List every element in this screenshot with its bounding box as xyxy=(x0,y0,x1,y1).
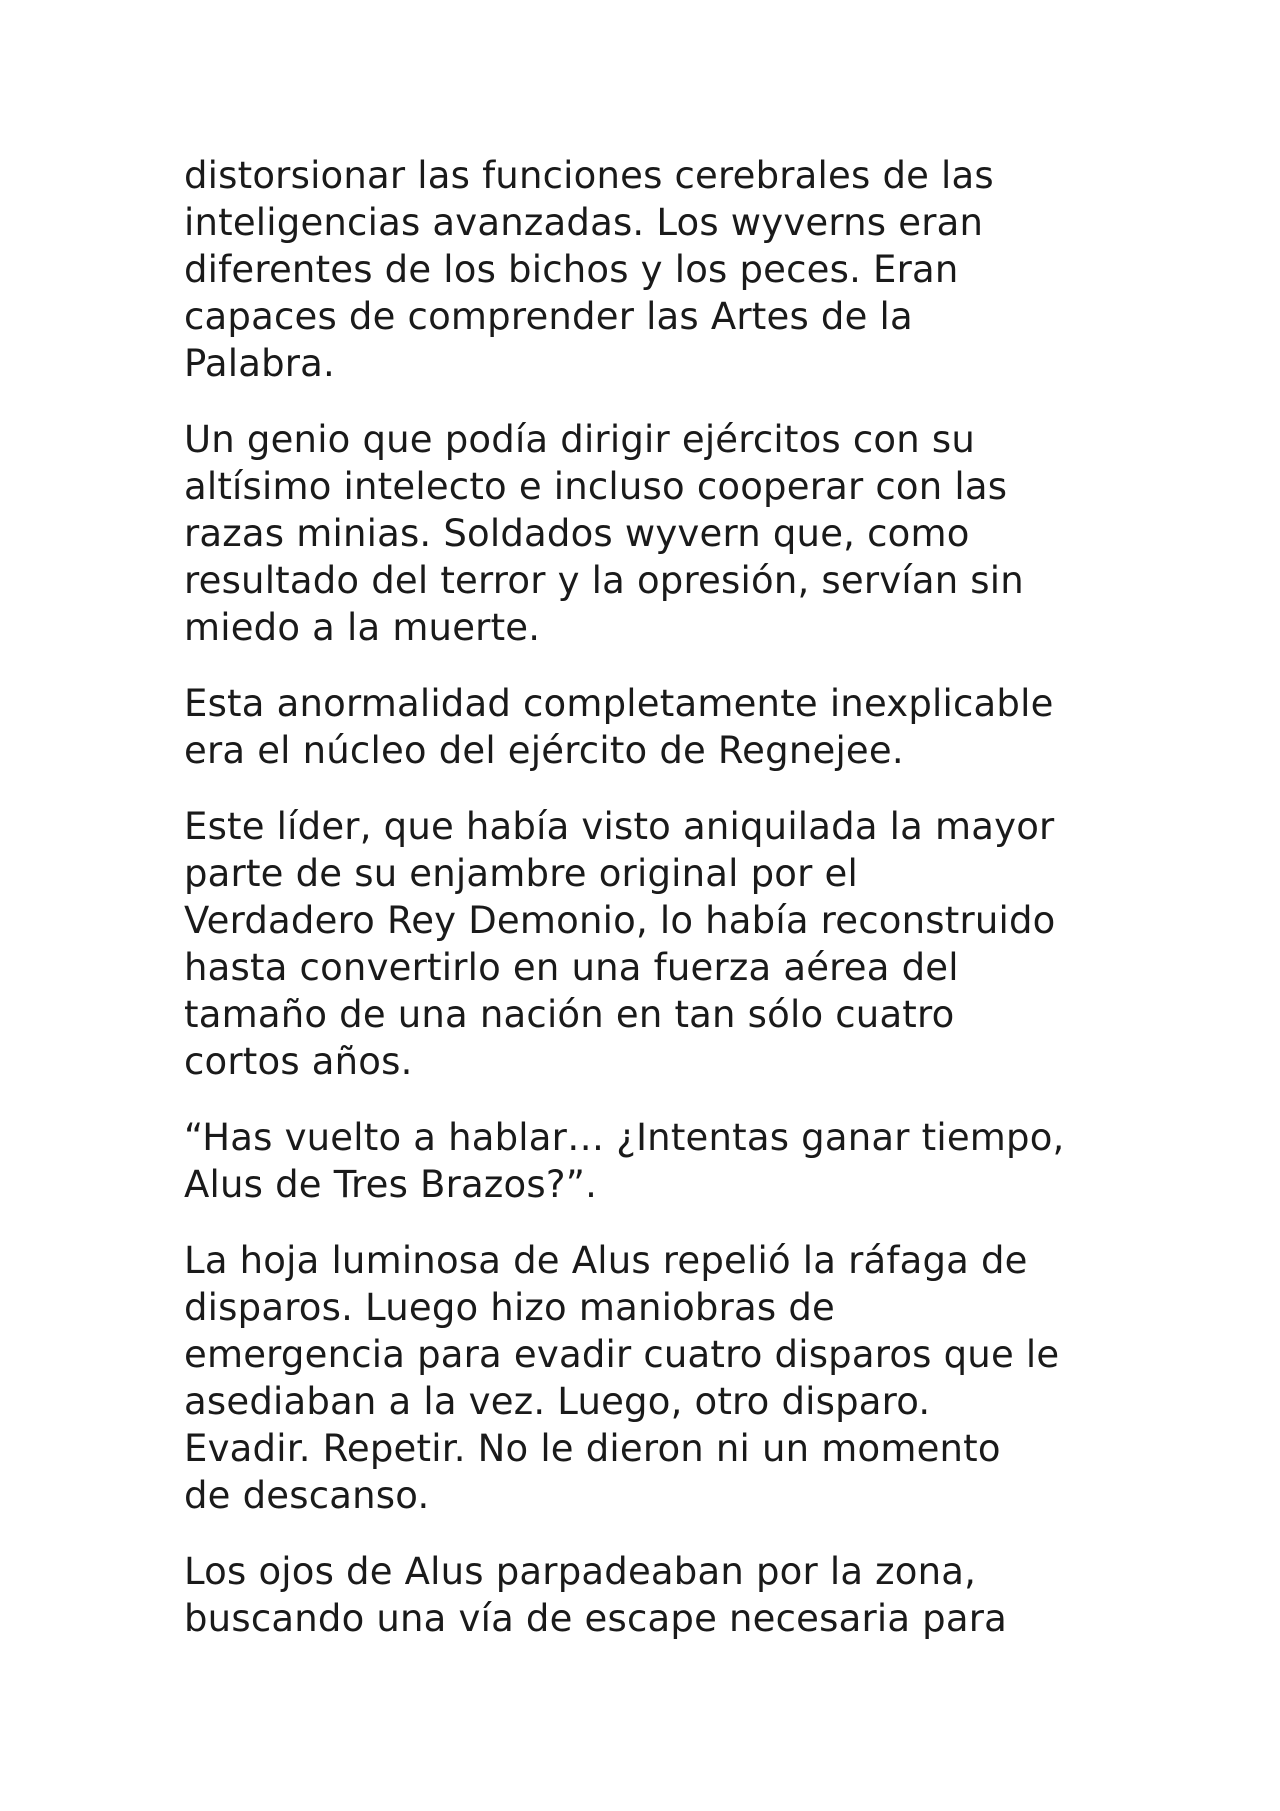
paragraph-1: distorsionar las funciones cerebrales de las inteligencias avanzadas. Los wyverns eran diferentes de los bichos y los peces. Eran capaces de comprender las Artes de la Palabra. xyxy=(184,154,994,385)
document-page xyxy=(184,152,1124,1671)
paragraph-5: “Has vuelto a hablar… ¿Intentas ganar tiempo, Alus de Tres Brazos?”. xyxy=(184,1116,1065,1206)
paragraph-4: Este líder, que había visto aniquilada la mayor parte de su enjambre original por el Verdadero Rey Demonio, lo había reconstruido hasta convertirlo en una fuerza aérea del tamaño de una nación en tan sólo cuatro cortos años. xyxy=(184,805,1056,1083)
paragraph-3: Esta anormalidad completamente inexplicable era el núcleo del ejército de Regnejee. xyxy=(184,682,1054,772)
paragraph-2: Un genio que podía dirigir ejércitos con su altísimo intelecto e incluso cooperar con las razas minias. Soldados wyvern que, como resultado del terror y la opresión, servían sin miedo a la muerte. xyxy=(184,418,1024,649)
paragraph-7: Los ojos de Alus parpadeaban por la zona, buscando una vía de escape necesaria para xyxy=(184,1550,1008,1640)
paragraph-6: La hoja luminosa de Alus repelió la ráfaga de disparos. Luego hizo maniobras de emergencia para evadir cuatro disparos que le asediaban a la vez. Luego, otro disparo. Evadir. Repetir. No le dieron ni un momento de descanso. xyxy=(184,1239,1060,1517)
